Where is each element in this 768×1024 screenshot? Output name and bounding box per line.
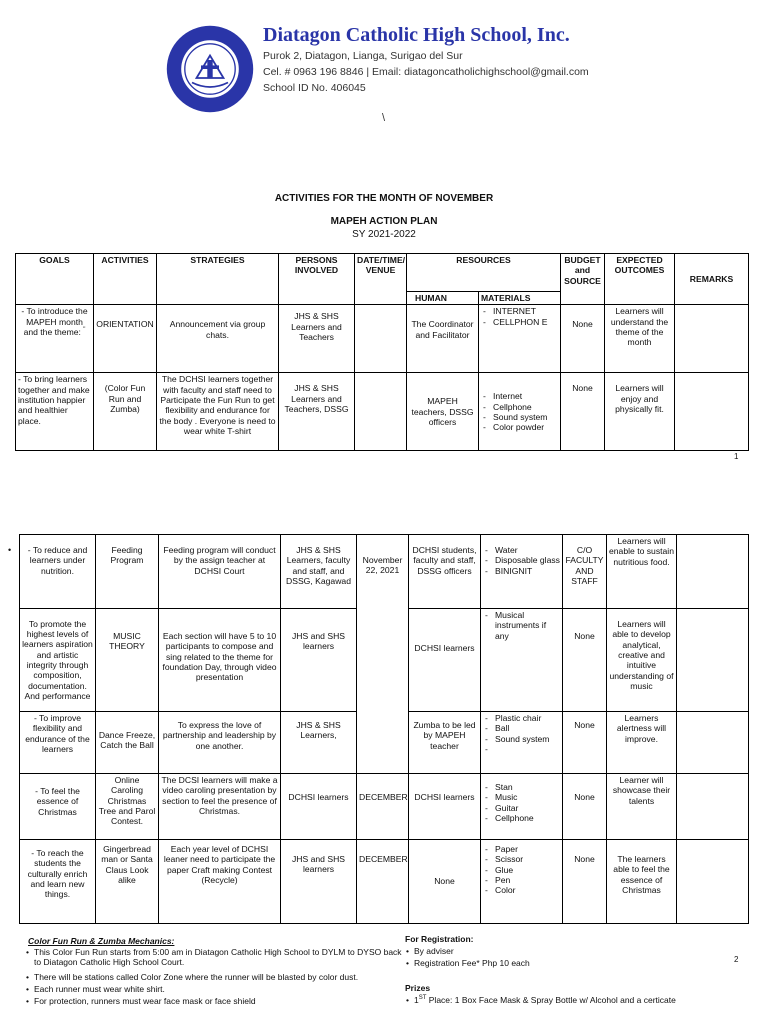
activity-cell: Feeding Program [96,535,159,609]
col-budget: BUDGET and SOURCE [561,254,605,305]
remarks-cell [675,305,749,373]
col-outcomes: EXPECTED OUTCOMES [605,254,675,305]
persons-cell: JHS & SHS Learners and Teachers [279,305,355,373]
page-title: ACTIVITIES FOR THE MONTH OF NOVEMBER [274,193,494,204]
registration-item: • Registration Fee* Php 10 each [414,958,530,968]
outcome-cell: Learner will showcase their talents [607,774,677,840]
action-plan-table-page1 [15,253,749,451]
strategy-cell: To express the love of partnership and leadership by one another. [159,712,281,774]
col-materials: MATERIALS [479,292,561,305]
materials-cell [479,305,561,373]
human-cell: DCHSI learners [409,774,481,840]
mechanics-item: • There will be stations called Color Zone where the runner will be blasted by color dust. [34,972,404,982]
material-item: - BINIGNIT [495,566,560,576]
col-resources: RESOURCES [407,254,561,292]
activity-cell: Gingerbread man or Santa Claus Look alike [96,840,159,924]
table-row [20,535,749,609]
strategy-cell: The DCHSI learners together with faculty and staff need to Participate the Fun Run to get flexibility and endurance for the body . Everyone is need to wear white T-shirt [157,373,279,451]
human-cell: MAPEH teachers, DSSG officers [407,373,479,451]
material-item: - Paper [495,844,560,854]
goal-cell: - To introduce the MAPEH month and the theme: " [16,305,94,373]
budget-cell: None [563,712,607,774]
goal-cell: - To bring learners together and make institution happier and healthier place. [16,373,94,451]
goal-cell: To promote the highest levels of learners aspiration and artistic integrity through composition, documentation. And performance [20,609,96,712]
human-cell: DCHSI learners [409,609,481,712]
goal-cell: - To improve flexibility and endurance of the learners [20,712,96,774]
material-item: - Sound system [493,412,558,422]
material-item: - Internet [493,391,558,401]
material-item: - Stan [495,782,560,792]
school-year: SY 2021-2022 [352,229,416,240]
budget-cell: None [563,774,607,840]
material-item: - Plastic chair [495,713,560,723]
registration-item: • By adviser [414,946,454,956]
material-item [495,744,560,754]
material-item: - Color powder [493,422,558,432]
header-row [16,254,749,292]
activity-cell: Dance Freeze, Catch the Ball [96,712,159,774]
material-item: - Color [495,885,560,895]
material-item: - Water [495,545,560,555]
materials-cell [481,535,563,609]
remarks-cell [677,535,749,609]
goal-cell: - To reach the students the culturally enrich and learn new things. [20,840,96,924]
goal-cell: - To feel the essence of Christmas [20,774,96,840]
bullet-mark: • [8,545,12,555]
activity-cell: ORIENTATION [94,305,157,373]
remarks-cell [677,712,749,774]
material-item: - Disposable glass [495,555,560,565]
table-row [20,840,749,924]
mechanics-title: Color Fun Run & Zumba Mechanics: [28,936,175,946]
col-remarks: REMARKS [675,254,749,305]
strategy-cell: The DCSI learners will make a video caroling presentation by section to feel the presence of Christmas. [159,774,281,840]
persons-cell: JHS and SHS learners [281,840,357,924]
col-strategies: STRATEGIES [157,254,279,305]
activity-cell: (Color Fun Run and Zumba) [94,373,157,451]
outcome-cell: Learners will enable to sustain nutritious food. [607,535,677,609]
budget-cell: None [561,373,605,451]
date-cell: November 22, 2021 [357,535,409,774]
goal-cell: - To reduce and learners under nutrition. [20,535,96,609]
action-plan-table-page2 [19,534,749,924]
material-item: - Cellphone [493,402,558,412]
col-activities: ACTIVITIES [94,254,157,305]
human-cell: The Coordinator and Facilitator [407,305,479,373]
budget-cell: None [563,609,607,712]
material-item: - CELLPHON E [493,317,558,327]
materials-cell [481,840,563,924]
strategy-cell: Feeding program will conduct by the assign teacher at DCHSI Court [159,535,281,609]
material-item: - Sound system [495,734,560,744]
persons-cell: JHS & SHS Learners, [281,712,357,774]
outcome-cell: Learners will enjoy and physically fit. [605,373,675,451]
strategy-cell: Each section will have 5 to 10 participants to compose and sing related to the theme for foundation Day, through video presentation [159,609,281,712]
human-cell: DCHSI students, faculty and staff, DSSG officers [409,535,481,609]
school-logo [165,24,255,114]
table-row [16,373,749,451]
material-item: - INTERNET [493,306,558,316]
persons-cell: JHS & SHS Learners and Teachers, DSSG [279,373,355,451]
col-persons: PERSONS INVOLVED [279,254,355,305]
school-name: Diatagon Catholic High School, Inc. [263,24,570,46]
col-goals: GOALS [16,254,94,305]
material-item: - Glue [495,865,560,875]
date-cell [355,305,407,373]
stray-mark: \ [382,112,386,124]
persons-cell: JHS & SHS Learners, faculty and staff, and DSSG, Kagawad [281,535,357,609]
materials-cell [479,373,561,451]
budget-cell: None [561,305,605,373]
prize-item: • 1ST Place: 1 Box Face Mask & Spray Bottle w/ Alcohol and a certicate [414,995,676,1005]
mechanics-item: • For protection, runners must wear face mask or face shield [34,996,404,1006]
materials-cell [481,712,563,774]
remarks-cell [677,840,749,924]
page-number: 1 [734,452,739,461]
human-cell: Zumba to be led by MAPEH teacher [409,712,481,774]
prizes-title: Prizes [405,983,431,993]
col-date: DATE/TIME/ VENUE [355,254,407,305]
remarks-cell [677,609,749,712]
budget-cell: C/O FACULTY AND STAFF [563,535,607,609]
remarks-cell [675,373,749,451]
material-item: - Music [495,792,560,802]
human-cell: None [409,840,481,924]
strategy-cell: Each year level of DCHSI leaner need to participate the paper Craft making Contest (Recycle) [159,840,281,924]
material-item: - Cellphone [495,813,560,823]
strategy-cell: Announcement via group chats. [157,305,279,373]
mechanics-item: • This Color Fun Run starts from 5:00 am in Diatagon Catholic High School to DYLM to DYSO back to Diatagon Catholic High School Court. [34,947,404,967]
material-item: - Guitar [495,803,560,813]
persons-cell: DCHSI learners [281,774,357,840]
activity-cell: MUSIC THEORY [96,609,159,712]
budget-cell: None [563,840,607,924]
outcome-cell: Learners alertness will improve. [607,712,677,774]
materials-cell [481,609,563,712]
outcome-cell: The learners able to feel the essence of Christmas [607,840,677,924]
school-id: School ID No. 406045 [263,82,366,94]
table-row [20,774,749,840]
page-number: 2 [734,955,739,964]
plan-title: MAPEH ACTION PLAN [330,216,438,227]
outcome-cell: Learners will understand the theme of the month [605,305,675,373]
material-item: - Scissor [495,854,560,864]
col-human: HUMAN [407,292,479,305]
activity-cell: Online Caroling Christmas Tree and Parol Contest. [96,774,159,840]
registration-title: For Registration: [405,934,474,944]
date-cell: DECEMBER [357,840,409,924]
materials-cell [481,774,563,840]
date-cell: DECEMBER [357,774,409,840]
persons-cell: JHS and SHS learners [281,609,357,712]
remarks-cell [677,774,749,840]
school-contact: Cel. # 0963 196 8846 | Email: diatagoncatholichighschool@gmail.com [263,66,589,78]
outcome-cell: Learners will able to develop analytical, creative and intuitive understanding of music [607,609,677,712]
table-row [16,305,749,373]
school-address: Purok 2, Diatagon, Lianga, Surigao del Sur [263,50,463,62]
material-item: - Musical instruments if any [495,610,560,641]
mechanics-item: • Each runner must wear white shirt. [34,984,404,994]
material-item: - Pen [495,875,560,885]
material-item: - Ball [495,723,560,733]
date-cell [355,373,407,451]
